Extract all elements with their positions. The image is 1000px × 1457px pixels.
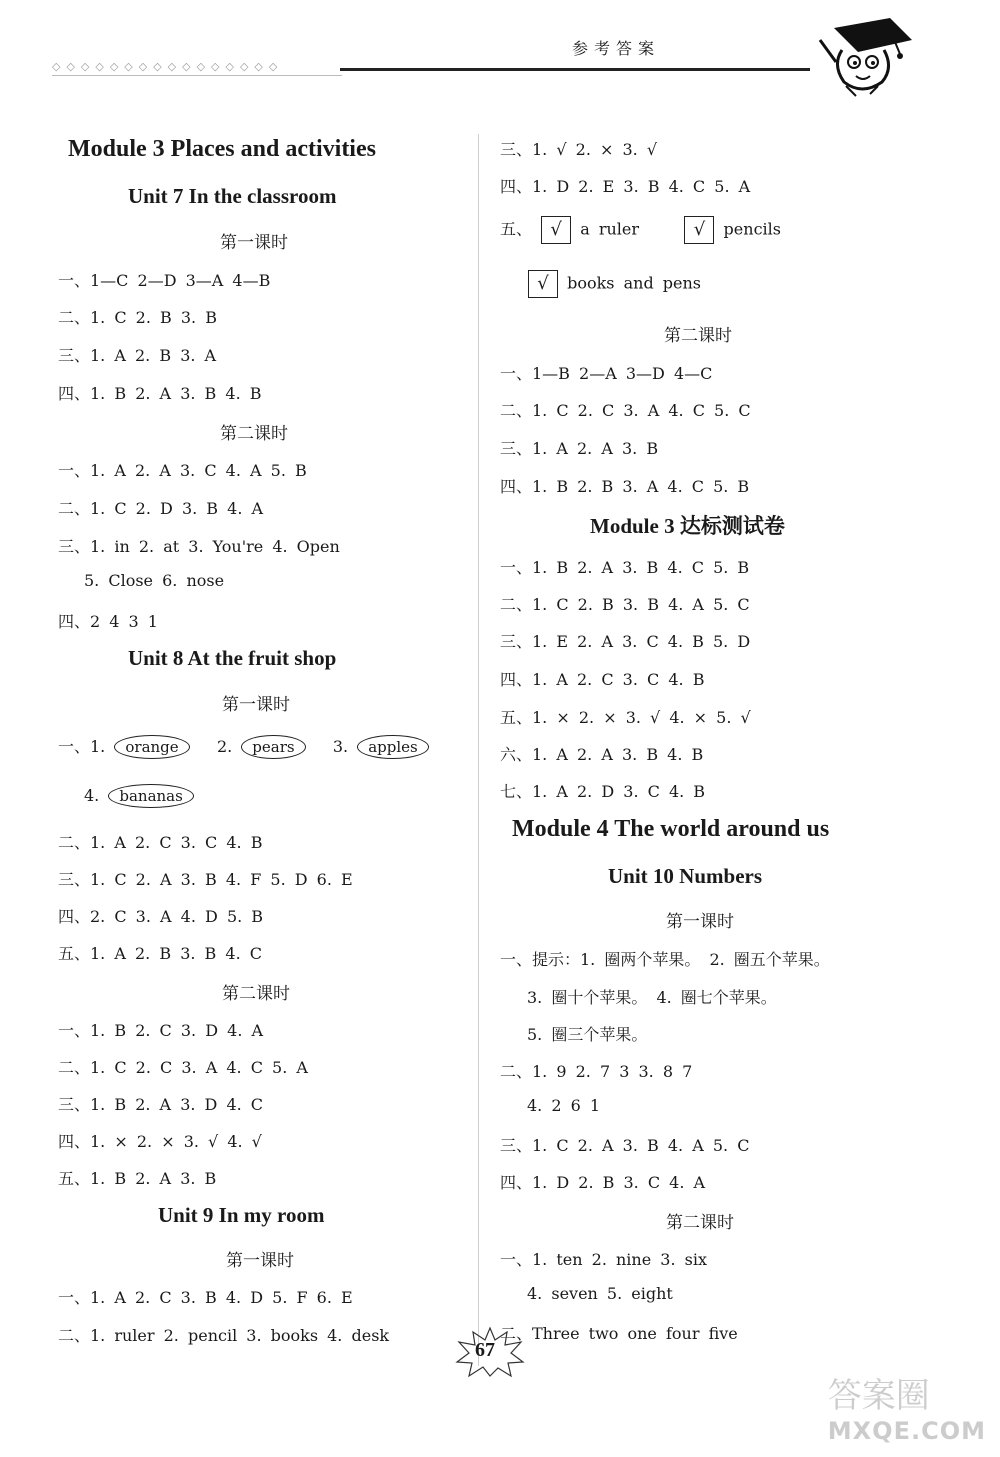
answer-line: 3. 圈十个苹果。 4. 圈七个苹果。 bbox=[527, 988, 777, 1007]
answer-line: 四、1. B 2. B 3. A 4. C 5. B bbox=[500, 477, 750, 496]
answer-line: 一、提示：1. 圈两个苹果。 2. 圈五个苹果。 bbox=[500, 950, 830, 969]
header-rule bbox=[340, 68, 810, 71]
answer-line: 三、1. C 2. A 3. B 4. F 5. D 6. E bbox=[58, 870, 353, 889]
answer-line: 六、1. A 2. A 3. B 4. B bbox=[500, 745, 704, 764]
u7-lesson1-title: 第一课时 bbox=[220, 233, 288, 253]
answer-line: 五、1. A 2. B 3. B 4. C bbox=[58, 944, 262, 963]
header-title: 参考答案 bbox=[572, 39, 661, 58]
answer-line: 一、1. A 2. C 3. B 4. D 5. F 6. E bbox=[58, 1288, 353, 1307]
answer-line: 二、1. C 2. C 3. A 4. C 5. C bbox=[500, 401, 751, 420]
u7-lesson2-title: 第二课时 bbox=[220, 424, 288, 444]
answer-line: 五、1. × 2. × 3. √ 4. × 5. √ bbox=[500, 708, 751, 727]
module3-test-title: Module 3 达标测试卷 bbox=[590, 514, 785, 538]
answer-line: 一、1—B 2—A 3—D 4—C bbox=[500, 364, 713, 383]
page-number-badge bbox=[455, 1326, 525, 1378]
checkbox-label: a ruler bbox=[580, 219, 640, 239]
q-number: 3. bbox=[332, 737, 349, 756]
answer-line: 四、1. B 2. A 3. B 4. B bbox=[58, 384, 262, 403]
circled-word: bananas bbox=[108, 784, 193, 808]
graduate-mascot-icon bbox=[812, 10, 922, 100]
answer-line: 一、1. A 2. A 3. C 4. A 5. B bbox=[58, 461, 307, 480]
answer-line-ovals bbox=[84, 784, 194, 808]
u9-lesson2-title: 第二课时 bbox=[664, 326, 732, 346]
circled-word: pears bbox=[241, 735, 305, 759]
answer-line-ovals bbox=[58, 734, 429, 759]
answer-line: 二、Three two one four five bbox=[500, 1324, 738, 1343]
answer-line: 三、1. E 2. A 3. C 4. B 5. D bbox=[500, 632, 751, 651]
answer-line: 四、1. × 2. × 3. √ 4. √ bbox=[58, 1132, 262, 1151]
answer-line-checkboxes bbox=[528, 270, 701, 298]
answer-line: 二、1. C 2. B 3. B bbox=[58, 308, 217, 327]
answer-line-checkboxes bbox=[500, 216, 781, 244]
answer-line: 三、1. B 2. A 3. D 4. C bbox=[58, 1095, 264, 1114]
answer-line: 二、1. 9 2. 7 3 3. 8 7 bbox=[500, 1062, 693, 1081]
answer-line: 二、1. C 2. C 3. A 4. C 5. A bbox=[58, 1058, 308, 1077]
answer-line: 5. Close 6. nose bbox=[84, 571, 225, 590]
answer-line: 三、1. C 2. A 3. B 4. A 5. C bbox=[500, 1136, 750, 1155]
u9-lesson1-title: 第一课时 bbox=[226, 1251, 294, 1271]
answer-line: 三、1. A 2. A 3. B bbox=[500, 439, 659, 458]
checkbox-label: books and pens bbox=[567, 273, 701, 293]
circled-word: apples bbox=[357, 735, 429, 759]
answer-line: 五、1. B 2. A 3. B bbox=[58, 1169, 217, 1188]
answer-line: 四、2 4 3 1 bbox=[58, 612, 158, 631]
unit8-title: Unit 8 At the fruit shop bbox=[128, 646, 337, 670]
answer-line: 二、1. ruler 2. pencil 3. books 4. desk bbox=[58, 1326, 390, 1345]
answer-line: 4. seven 5. eight bbox=[527, 1284, 673, 1303]
q-number: 4. bbox=[84, 786, 100, 805]
q-prefix: 五、 bbox=[500, 219, 533, 239]
checked-box: √ bbox=[528, 270, 558, 298]
answer-line: 一、1—C 2—D 3—A 4—B bbox=[58, 271, 271, 290]
u10-lesson2-title: 第二课时 bbox=[666, 1213, 734, 1233]
header-rule-left bbox=[52, 75, 342, 76]
module3-title: Module 3 Places and activities bbox=[68, 136, 376, 162]
module4-title: Module 4 The world around us bbox=[512, 816, 830, 842]
unit10-title: Unit 10 Numbers bbox=[608, 864, 763, 888]
answer-line: 三、1. in 2. at 3. You're 4. Open bbox=[58, 537, 340, 556]
answer-line: 二、1. A 2. C 3. C 4. B bbox=[58, 833, 263, 852]
answer-line: 5. 圈三个苹果。 bbox=[527, 1025, 648, 1044]
circled-word: orange bbox=[114, 735, 189, 759]
q-number: 2. bbox=[216, 737, 233, 756]
u10-lesson1-title: 第一课时 bbox=[666, 912, 734, 932]
checkbox-label: pencils bbox=[723, 219, 781, 239]
watermark-logo-text: 答案圈 bbox=[827, 1376, 930, 1416]
answer-line: 一、1. ten 2. nine 3. six bbox=[500, 1250, 707, 1269]
answer-line: 三、1. √ 2. × 3. √ bbox=[500, 140, 658, 159]
column-divider bbox=[478, 134, 479, 1366]
unit7-title: Unit 7 In the classroom bbox=[128, 184, 337, 208]
q-prefix: 一、1. bbox=[58, 737, 106, 756]
page-number: 67 bbox=[475, 1339, 495, 1361]
answer-line: 一、1. B 2. C 3. D 4. A bbox=[58, 1021, 264, 1040]
answer-line: 二、1. C 2. D 3. B 4. A bbox=[58, 499, 264, 518]
answer-line: 三、1. A 2. B 3. A bbox=[58, 346, 217, 365]
answer-line: 二、1. C 2. B 3. B 4. A 5. C bbox=[500, 595, 750, 614]
unit9-title: Unit 9 In my room bbox=[158, 1203, 325, 1227]
answer-line: 一、1. B 2. A 3. B 4. C 5. B bbox=[500, 558, 750, 577]
answer-line: 四、2. C 3. A 4. D 5. B bbox=[58, 907, 264, 926]
answer-line: 四、1. D 2. E 3. B 4. C 5. A bbox=[500, 177, 751, 196]
watermark bbox=[828, 1368, 986, 1445]
answer-line: 七、1. A 2. D 3. C 4. B bbox=[500, 782, 706, 801]
checked-box: √ bbox=[541, 216, 571, 244]
checked-box: √ bbox=[684, 216, 714, 244]
answer-line: 四、1. D 2. B 3. C 4. A bbox=[500, 1173, 706, 1192]
u8-lesson1-title: 第一课时 bbox=[222, 695, 290, 715]
answer-line: 四、1. A 2. C 3. C 4. B bbox=[500, 670, 705, 689]
decorative-dots: ◇◇◇◇◇◇◇◇◇◇◇◇◇◇◇◇ bbox=[52, 60, 284, 73]
watermark-url: MXQE.COM bbox=[827, 1417, 986, 1445]
u8-lesson2-title: 第二课时 bbox=[222, 984, 290, 1004]
answer-line: 4. 2 6 1 bbox=[527, 1096, 601, 1115]
